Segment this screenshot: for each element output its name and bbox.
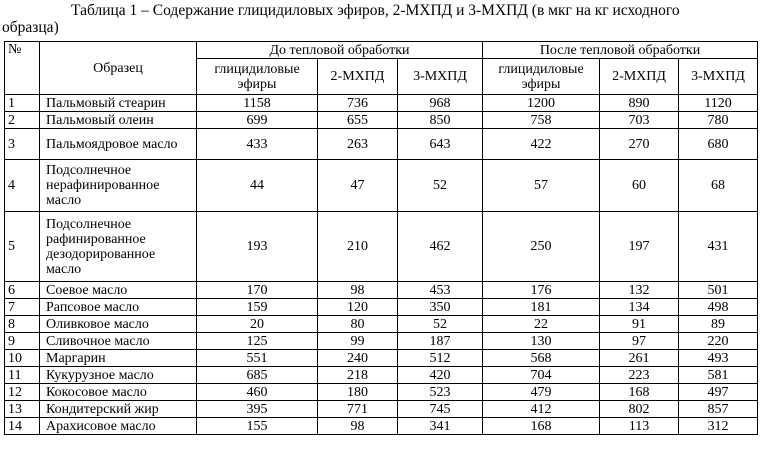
value-cell-b2: 218	[318, 367, 398, 384]
table-caption	[2, 2, 758, 36]
row-number: 11	[5, 367, 40, 384]
value-cell-a2: 261	[600, 350, 679, 367]
value-cell-a2: 60	[600, 160, 679, 212]
header-3mchpd-after: 3-МХПД	[679, 59, 758, 95]
value-cell-a1: 704	[483, 367, 600, 384]
value-cell-b1: 159	[197, 299, 318, 316]
value-cell-b3: 341	[398, 418, 483, 435]
data-table	[4, 41, 758, 435]
table-row	[5, 316, 758, 333]
value-cell-a1: 250	[483, 212, 600, 282]
value-cell-b3: 523	[398, 384, 483, 401]
value-cell-a2: 132	[600, 282, 679, 299]
value-cell-b2: 99	[318, 333, 398, 350]
value-cell-b1: 44	[197, 160, 318, 212]
value-cell-b2: 655	[318, 112, 398, 129]
value-cell-b2: 120	[318, 299, 398, 316]
value-cell-a1: 412	[483, 401, 600, 418]
header-2mchpd-before: 2-МХПД	[318, 59, 398, 95]
row-number: 7	[5, 299, 40, 316]
sample-name: Пальмовый олеин	[40, 112, 197, 129]
row-number: 9	[5, 333, 40, 350]
value-cell-a3: 68	[679, 160, 758, 212]
value-cell-b1: 193	[197, 212, 318, 282]
value-cell-b2: 98	[318, 282, 398, 299]
value-cell-b3: 350	[398, 299, 483, 316]
sample-name: Пальмоядровое масло	[40, 129, 197, 160]
value-cell-a2: 223	[600, 367, 679, 384]
value-cell-a1: 568	[483, 350, 600, 367]
value-cell-a3: 431	[679, 212, 758, 282]
value-cell-a1: 57	[483, 160, 600, 212]
sample-name: Пальмовый стеарин	[40, 95, 197, 112]
table-row	[5, 95, 758, 112]
value-cell-a3: 312	[679, 418, 758, 435]
header-number: №	[5, 42, 40, 95]
sample-name: Подсолнечное нерафинированное масло	[40, 160, 197, 212]
table-row	[5, 160, 758, 212]
value-cell-b2: 736	[318, 95, 398, 112]
value-cell-b1: 395	[197, 401, 318, 418]
table-row	[5, 112, 758, 129]
caption-line-1: Таблица 1 – Содержание глицидиловых эфиров, 2-МХПД и 3-МХПД (в мкг на кг исходного	[71, 2, 680, 19]
value-cell-a1: 168	[483, 418, 600, 435]
value-cell-a3: 857	[679, 401, 758, 418]
value-cell-b2: 210	[318, 212, 398, 282]
row-number: 2	[5, 112, 40, 129]
sample-name: Сливочное масло	[40, 333, 197, 350]
value-cell-a3: 1120	[679, 95, 758, 112]
sample-name: Подсолнечное рафинированное дезодорированное масло	[40, 212, 197, 282]
value-cell-a2: 113	[600, 418, 679, 435]
value-cell-a1: 422	[483, 129, 600, 160]
value-cell-a1: 181	[483, 299, 600, 316]
value-cell-a1: 176	[483, 282, 600, 299]
value-cell-b3: 52	[398, 316, 483, 333]
value-cell-b1: 20	[197, 316, 318, 333]
sample-name: Кокосовое масло	[40, 384, 197, 401]
value-cell-a2: 134	[600, 299, 679, 316]
value-cell-b2: 47	[318, 160, 398, 212]
value-cell-a2: 703	[600, 112, 679, 129]
value-cell-a1: 758	[483, 112, 600, 129]
row-number: 8	[5, 316, 40, 333]
row-number: 1	[5, 95, 40, 112]
table-row	[5, 212, 758, 282]
value-cell-b3: 850	[398, 112, 483, 129]
value-cell-a2: 890	[600, 95, 679, 112]
value-cell-b3: 52	[398, 160, 483, 212]
value-cell-b3: 512	[398, 350, 483, 367]
value-cell-a3: 581	[679, 367, 758, 384]
table-row	[5, 129, 758, 160]
value-cell-b2: 771	[318, 401, 398, 418]
value-cell-b1: 460	[197, 384, 318, 401]
value-cell-a3: 493	[679, 350, 758, 367]
table-row	[5, 350, 758, 367]
sample-name: Кондитерский жир	[40, 401, 197, 418]
value-cell-a2: 168	[600, 384, 679, 401]
row-number: 13	[5, 401, 40, 418]
value-cell-a2: 197	[600, 212, 679, 282]
value-cell-b2: 180	[318, 384, 398, 401]
table-row	[5, 299, 758, 316]
value-cell-b3: 643	[398, 129, 483, 160]
sample-name: Рапсовое масло	[40, 299, 197, 316]
value-cell-b1: 699	[197, 112, 318, 129]
value-cell-a3: 498	[679, 299, 758, 316]
value-cell-b1: 1158	[197, 95, 318, 112]
value-cell-b3: 745	[398, 401, 483, 418]
row-number: 12	[5, 384, 40, 401]
sample-name: Маргарин	[40, 350, 197, 367]
row-number: 5	[5, 212, 40, 282]
value-cell-b1: 551	[197, 350, 318, 367]
sample-name: Арахисовое масло	[40, 418, 197, 435]
value-cell-b3: 462	[398, 212, 483, 282]
caption-line-2: образца)	[2, 19, 59, 36]
row-number: 4	[5, 160, 40, 212]
table-row	[5, 384, 758, 401]
row-number: 14	[5, 418, 40, 435]
value-cell-b1: 125	[197, 333, 318, 350]
header-glycidyl-after: глицидиловые эфиры	[483, 59, 600, 95]
sample-name: Оливковое масло	[40, 316, 197, 333]
value-cell-b3: 453	[398, 282, 483, 299]
value-cell-a2: 97	[600, 333, 679, 350]
value-cell-a1: 479	[483, 384, 600, 401]
row-number: 6	[5, 282, 40, 299]
value-cell-b1: 155	[197, 418, 318, 435]
value-cell-b3: 187	[398, 333, 483, 350]
sample-name: Соевое масло	[40, 282, 197, 299]
header-sample: Образец	[40, 42, 197, 95]
value-cell-a2: 270	[600, 129, 679, 160]
row-number: 10	[5, 350, 40, 367]
value-cell-b1: 433	[197, 129, 318, 160]
value-cell-a1: 22	[483, 316, 600, 333]
value-cell-a3: 501	[679, 282, 758, 299]
header-2mchpd-after: 2-МХПД	[600, 59, 679, 95]
value-cell-b3: 420	[398, 367, 483, 384]
value-cell-a3: 89	[679, 316, 758, 333]
table-row	[5, 333, 758, 350]
value-cell-a3: 680	[679, 129, 758, 160]
value-cell-b2: 98	[318, 418, 398, 435]
value-cell-b2: 240	[318, 350, 398, 367]
value-cell-a3: 220	[679, 333, 758, 350]
value-cell-a2: 802	[600, 401, 679, 418]
value-cell-b1: 170	[197, 282, 318, 299]
value-cell-b3: 968	[398, 95, 483, 112]
table-row	[5, 367, 758, 384]
table-row	[5, 282, 758, 299]
value-cell-b2: 263	[318, 129, 398, 160]
table-row	[5, 418, 758, 435]
value-cell-b2: 80	[318, 316, 398, 333]
value-cell-a3: 780	[679, 112, 758, 129]
header-after-treatment: После тепловой обработки	[483, 42, 758, 59]
table-row	[5, 401, 758, 418]
row-number: 3	[5, 129, 40, 160]
header-3mchpd-before: 3-МХПД	[398, 59, 483, 95]
value-cell-b1: 685	[197, 367, 318, 384]
header-before-treatment: До тепловой обработки	[197, 42, 483, 59]
header-glycidyl-before: глицидиловые эфиры	[197, 59, 318, 95]
value-cell-a1: 130	[483, 333, 600, 350]
sample-name: Кукурузное масло	[40, 367, 197, 384]
value-cell-a1: 1200	[483, 95, 600, 112]
value-cell-a2: 91	[600, 316, 679, 333]
table-body	[5, 95, 758, 435]
value-cell-a3: 497	[679, 384, 758, 401]
